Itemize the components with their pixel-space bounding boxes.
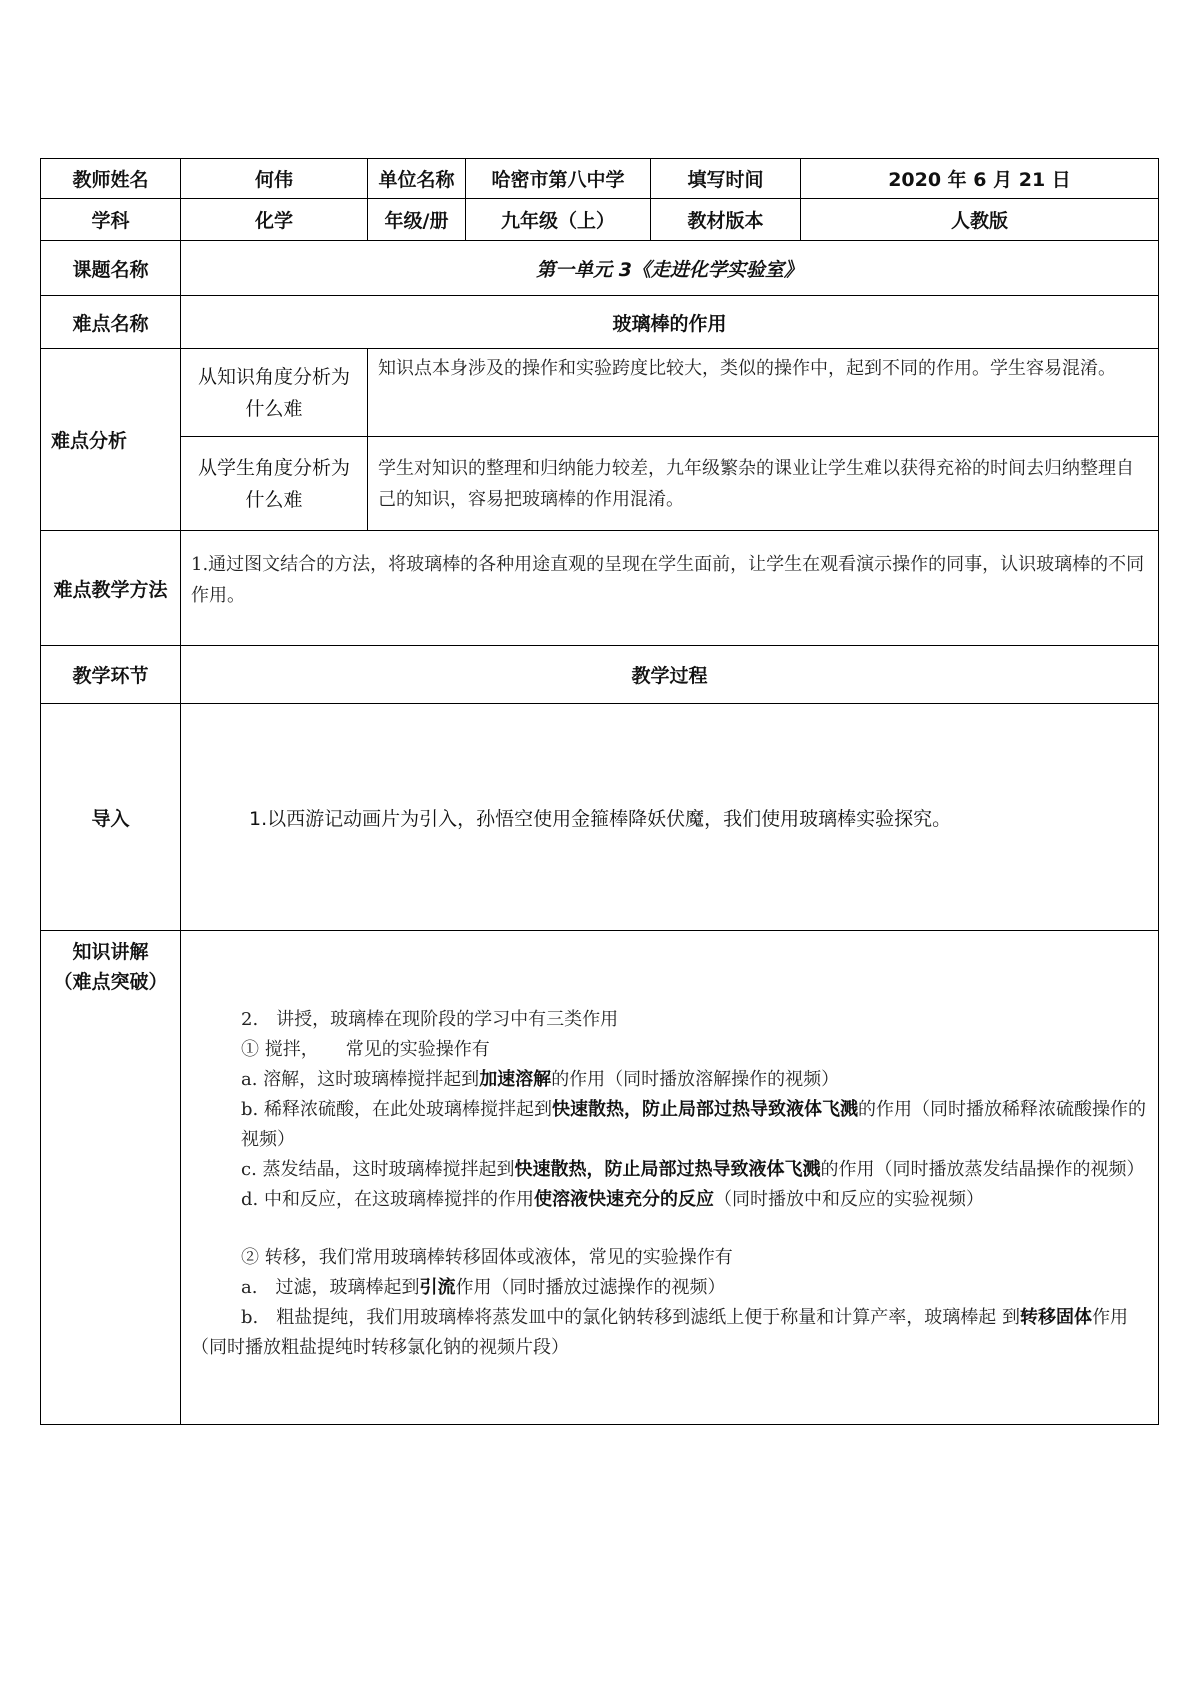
stir-item-b: [191, 1095, 1148, 1155]
date-label: 填写时间: [651, 159, 801, 199]
stir-item-c-text: c. 蒸发结晶，这时玻璃棒搅拌起到: [241, 1159, 515, 1180]
student-angle-text: 学生对知识的整理和归纳能力较差，九年级繁杂的课业让学生难以获得充裕的时间去归纳整理自己的知识，容易把玻璃棒的作用混淆。: [368, 437, 1159, 531]
grade-value: 九年级（上）: [466, 199, 651, 241]
stir-item-b-key: 快速散热，防止局部过热导致液体飞溅: [551, 1099, 858, 1120]
row-intro: [41, 704, 1159, 931]
transfer-item-b-text: b. 粗盐提纯，我们用玻璃棒将蒸发皿中的氯化钠转移到滤纸上便于称量和计算产率，玻璃棒起 到: [241, 1307, 1020, 1328]
edition-value: 人教版: [801, 199, 1159, 241]
stir-item-c: [191, 1155, 1148, 1185]
row-teacher: [41, 159, 1159, 199]
intro-label: 导入: [41, 704, 181, 931]
date-value: 2020 年 6 月 21 日: [801, 159, 1159, 199]
transfer-item-a-tail: 作用（同时播放过滤操作的视频）: [455, 1277, 726, 1298]
knowledge-angle-text: 知识点本身涉及的操作和实验跨度比较大，类似的操作中，起到不同的作用。学生容易混淆。: [368, 349, 1159, 437]
transfer-item-a-text: a. 过滤，玻璃棒起到: [241, 1277, 420, 1298]
stir-item-d: [191, 1185, 1148, 1215]
stir-item-d-text: d. 中和反应，在这玻璃棒搅拌的作用: [241, 1189, 534, 1210]
explain-content: [181, 931, 1159, 1425]
stir-item-b-text: b. 稀释浓硫酸，在此处玻璃棒搅拌起到: [241, 1099, 552, 1120]
unit-label: 单位名称: [368, 159, 466, 199]
student-angle-label: 从学生角度分析为什么难: [181, 437, 368, 531]
unit-value: 哈密市第八中学: [466, 159, 651, 199]
stir-item-a: [191, 1065, 1148, 1095]
stir-item-d-tail: （同时播放中和反应的实验视频）: [713, 1189, 984, 1210]
subject-label: 学科: [41, 199, 181, 241]
row-analysis-knowledge: [41, 349, 1159, 437]
intro-text: 1.以西游记动画片为引入，孙悟空使用金箍棒降妖伏魔，我们使用玻璃棒实验探究。: [181, 704, 1159, 931]
transfer-item-a-key: 引流: [419, 1277, 456, 1298]
row-method: [41, 531, 1159, 646]
row-difficulty: [41, 296, 1159, 349]
explain-label: [41, 931, 181, 1425]
difficulty-value: 玻璃棒的作用: [181, 296, 1159, 349]
transfer-title: ② 转移，我们常用玻璃棒转移固体或液体，常见的实验操作有: [241, 1247, 733, 1268]
difficulty-label: 难点名称: [41, 296, 181, 349]
stir-item-d-key: 使溶液快速充分的反应: [533, 1189, 714, 1210]
edition-label: 教材版本: [651, 199, 801, 241]
row-subject: [41, 199, 1159, 241]
topic-value: 第一单元 3《走进化学实验室》: [181, 241, 1159, 296]
stir-item-a-key: 加速溶解: [479, 1069, 552, 1090]
grade-label: 年级/册: [368, 199, 466, 241]
explain-heading: 2. 讲授，玻璃棒在现阶段的学习中有三类作用: [241, 1009, 619, 1030]
knowledge-angle-label: 从知识角度分析为什么难: [181, 349, 368, 437]
stir-item-c-tail: 的作用（同时播放蒸发结晶操作的视频）: [820, 1159, 1145, 1180]
lesson-plan-table: [40, 158, 1159, 1425]
row-topic: [41, 241, 1159, 296]
analysis-label: 难点分析: [41, 349, 181, 531]
row-process-header: [41, 646, 1159, 704]
row-analysis-student: [41, 437, 1159, 531]
stir-item-a-text: a. 溶解，这时玻璃棒搅拌起到: [241, 1069, 480, 1090]
stir-item-c-key: 快速散热，防止局部过热导致液体飞溅: [514, 1159, 821, 1180]
transfer-item-a: [191, 1273, 1148, 1303]
transfer-item-b: [191, 1303, 1148, 1363]
method-text: 1.通过图文结合的方法，将玻璃棒的各种用途直观的呈现在学生面前，让学生在观看演示操作的同事，认识玻璃棒的不同作用。: [181, 531, 1159, 646]
stir-item-a-tail: 的作用（同时播放溶解操作的视频）: [551, 1069, 840, 1090]
stir-title: ① 搅拌， 常见的实验操作有: [241, 1039, 490, 1060]
stir-item-b-tail: 的作用（同时播放稀释浓硫酸操作的视频）: [241, 1099, 1146, 1150]
transfer-item-b-key: 转移固体: [1019, 1307, 1092, 1328]
method-label: 难点教学方法: [41, 531, 181, 646]
teacher-value: 何伟: [181, 159, 368, 199]
transfer-item-b-tail: 作用（同时播放粗盐提纯时转移氯化钠的视频片段）: [191, 1307, 1128, 1358]
row-explain: [41, 931, 1159, 1425]
subject-value: 化学: [181, 199, 368, 241]
explain-label-line1: 知识讲解: [72, 941, 149, 963]
explain-label-line2: （难点突破）: [53, 971, 168, 993]
process-title: 教学过程: [181, 646, 1159, 704]
paragraph-gap: [191, 1215, 1148, 1243]
teacher-label: 教师姓名: [41, 159, 181, 199]
topic-label: 课题名称: [41, 241, 181, 296]
process-stage-label: 教学环节: [41, 646, 181, 704]
